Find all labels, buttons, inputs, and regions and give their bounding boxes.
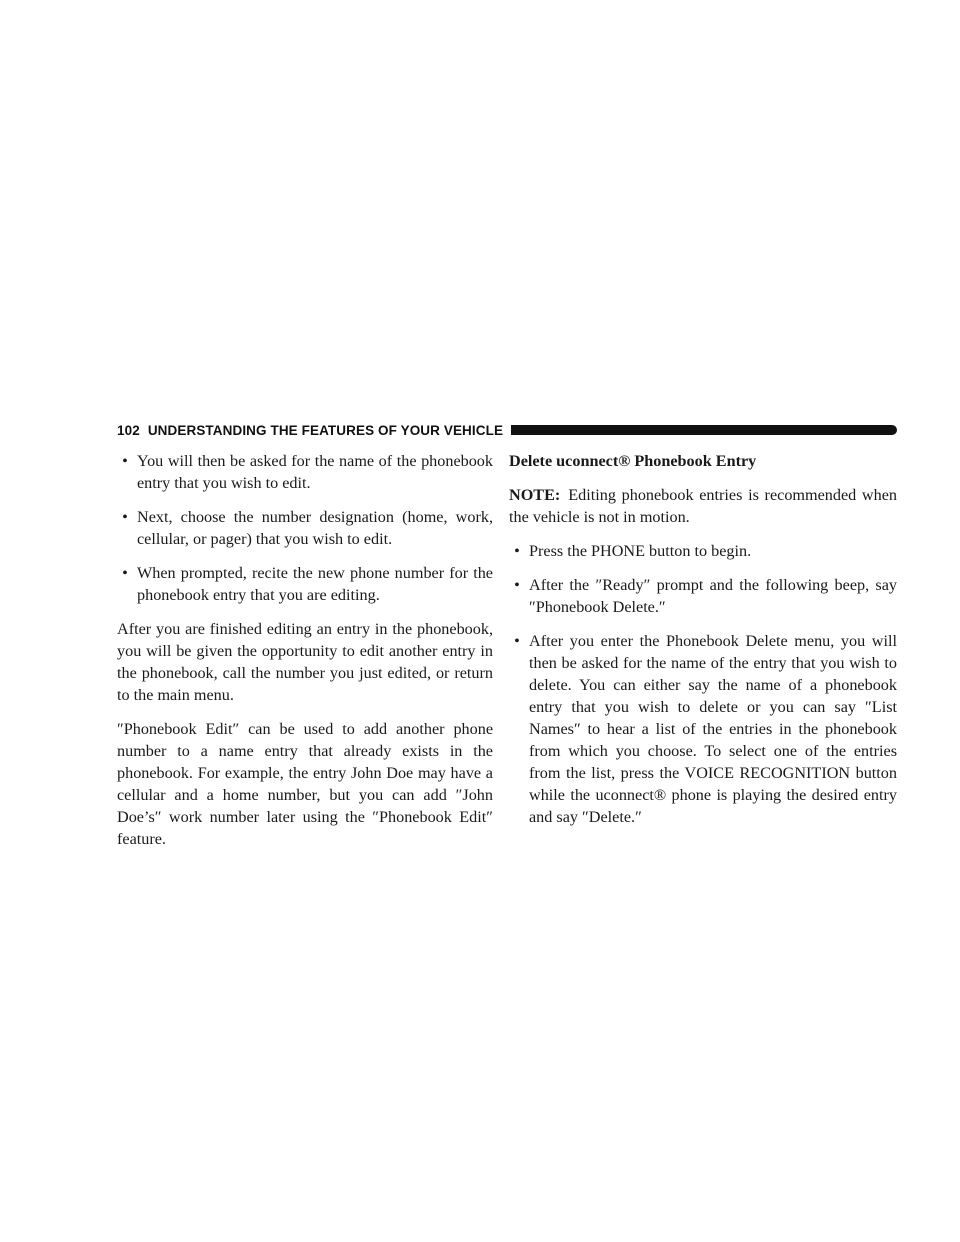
bullet-icon: •	[122, 564, 128, 582]
paragraph: ″Phonebook Edit″ can be used to add another phone number to a name entry that already exists in the phonebook. For example, the entry John Doe may have a cellular and a home number, but you can add ″John Doe’s″ work number later using the ″Phonebook Edit″ feature.	[117, 720, 493, 848]
list-item	[117, 506, 493, 550]
page-header	[117, 421, 897, 439]
list-item-text: After the ″Ready″ prompt and the following beep, say ″Phonebook Delete.″	[529, 576, 897, 616]
bullet-icon: •	[122, 508, 128, 526]
right-column	[509, 450, 897, 840]
page-number: 102	[117, 422, 140, 438]
note-text: Editing phonebook entries is recommended when the vehicle is not in motion.	[509, 486, 897, 526]
left-column	[117, 450, 493, 862]
section-heading: Delete uconnect® Phonebook Entry	[509, 452, 757, 470]
list-item-text: Press the PHONE button to begin.	[529, 542, 752, 560]
paragraph: After you are finished editing an entry in the phonebook, you will be given the opportunity to edit another entry in the phonebook, call the number you just edited, or return to the main menu.	[117, 620, 493, 704]
bullet-icon: •	[122, 452, 128, 470]
note-label: NOTE:	[509, 486, 561, 504]
list-item	[117, 562, 493, 606]
list-item	[509, 630, 897, 828]
list-item	[509, 574, 897, 618]
list-item-text: You will then be asked for the name of the phonebook entry that you wish to edit.	[137, 452, 493, 492]
list-item	[117, 450, 493, 494]
note-paragraph	[509, 484, 897, 528]
bullet-icon: •	[514, 576, 520, 594]
list-item	[509, 540, 897, 562]
bullet-icon: •	[514, 542, 520, 560]
list-item-text: When prompted, recite the new phone number for the phonebook entry that you are editing.	[137, 564, 493, 604]
list-item-text: Next, choose the number designation (home, work, cellular, or pager) that you wish to edit.	[137, 508, 493, 548]
header-rule	[511, 425, 897, 435]
section-header-title: UNDERSTANDING THE FEATURES OF YOUR VEHICLE	[147, 422, 504, 438]
bullet-icon: •	[514, 632, 520, 650]
list-item-text: After you enter the Phonebook Delete menu, you will then be asked for the name of the entry that you wish to delete. You can either say the name of a phonebook entry that you wish to delete or you can say ″List Names″ to hear a list of the entries in the phonebook from which you choose. To select one of the entries from the list, press the VOICE RECOGNITION button while the uconnect® phone is playing the desired entry and say ″Delete.″	[529, 632, 897, 826]
